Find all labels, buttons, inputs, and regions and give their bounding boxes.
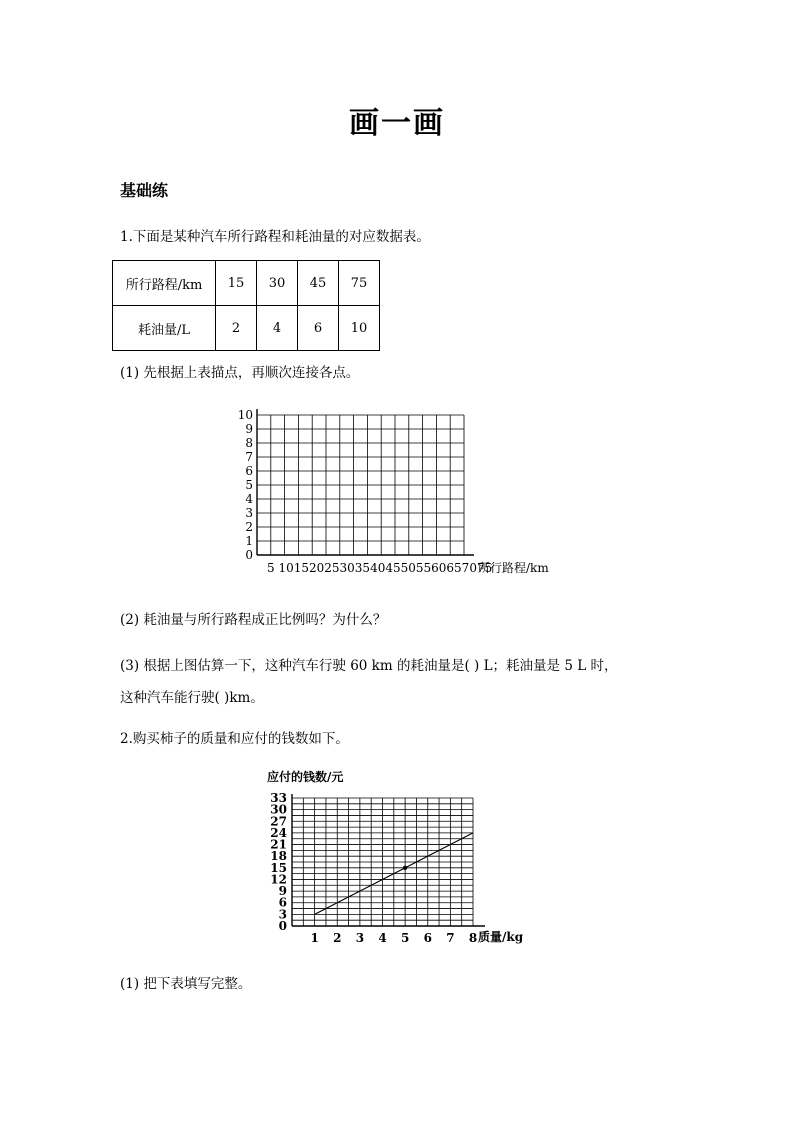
y-tick-label: 3 — [245, 506, 253, 520]
table-cell: 30 — [257, 261, 298, 306]
y-tick-label: 27 — [270, 814, 287, 829]
x-tick-label: 3 — [355, 931, 365, 945]
chart-x-ticks — [310, 931, 477, 945]
y-tick-label: 9 — [245, 422, 253, 436]
chart-grid — [292, 794, 485, 926]
chart-x-axis-label: 质量/kg — [478, 930, 524, 944]
table-cell: 75 — [339, 261, 380, 306]
table-row — [113, 261, 380, 306]
x-tick-label: 6 — [423, 931, 432, 945]
table-header-fuel: 耗油量/L — [113, 306, 216, 351]
y-tick-label: 1 — [245, 534, 253, 548]
question-1-sub-3-line-2: 这种汽车能行驶( )km。 — [120, 690, 264, 706]
chart-grid — [257, 409, 474, 555]
y-tick-label: 21 — [270, 837, 287, 852]
question-1-text: 1.下面是某种汽车所行路程和耗油量的对应数据表。 — [120, 229, 430, 245]
table-cell: 45 — [298, 261, 339, 306]
data-point — [403, 866, 407, 870]
y-tick-label: 4 — [245, 492, 253, 506]
y-tick-label: 0 — [245, 548, 253, 562]
page-title: 画一画 — [349, 106, 445, 141]
question-1-sub-2: (2) 耗油量与所行路程成正比例吗？为什么？ — [120, 612, 387, 628]
question-2-text: 2.购买柿子的质量和应付的钱数如下。 — [120, 731, 349, 747]
y-tick-label: 33 — [270, 791, 287, 805]
chart-x-axis-label: 所行路程/km — [478, 561, 549, 575]
y-tick-label: 18 — [270, 849, 287, 864]
y-tick-label: 7 — [245, 450, 253, 464]
x-tick-label: 5 — [400, 931, 410, 945]
y-tick-label: 3 — [278, 907, 287, 922]
table-cell: 2 — [216, 306, 257, 351]
x-tick-label: 8 — [468, 931, 478, 945]
section-heading: 基础练 — [120, 181, 169, 200]
table-cell: 15 — [216, 261, 257, 306]
y-tick-label: 30 — [270, 802, 287, 817]
y-tick-label: 24 — [270, 825, 287, 840]
y-tick-label: 2 — [245, 520, 253, 534]
x-tick-label: 4 — [378, 931, 387, 945]
y-tick-label: 12 — [270, 872, 287, 887]
y-tick-label: 15 — [270, 860, 287, 875]
table-row — [113, 306, 380, 351]
fuel-grid-chart — [220, 400, 580, 585]
x-tick-label: 7 — [446, 931, 455, 945]
question-2-sub-1: (1) 把下表填写完整。 — [120, 976, 252, 992]
table-header-distance: 所行路程/km — [113, 261, 216, 306]
y-tick-label: 5 — [245, 478, 253, 492]
x-tick-label: 2 — [333, 931, 342, 945]
chart-y-ticks — [238, 408, 254, 562]
price-chart — [255, 765, 545, 950]
chart-x-tick-labels: 5 1015202530354045505560657075 — [267, 561, 493, 575]
table-cell: 6 — [298, 306, 339, 351]
table-cell: 10 — [339, 306, 380, 351]
question-1-sub-3 — [120, 650, 690, 714]
y-tick-label: 0 — [278, 919, 287, 933]
x-tick-label: 1 — [310, 931, 319, 945]
y-tick-label: 6 — [278, 895, 287, 910]
y-tick-label: 10 — [237, 408, 253, 422]
question-1-sub-1: (1) 先根据上表描点，再顺次连接各点。 — [120, 365, 360, 381]
y-tick-label: 6 — [245, 464, 253, 478]
chart-y-axis-label: 应付的钱数/元 — [267, 770, 344, 784]
table-cell: 4 — [257, 306, 298, 351]
chart-y-ticks — [270, 791, 287, 933]
data-table — [112, 260, 380, 351]
y-tick-label: 9 — [278, 884, 287, 899]
y-tick-label: 8 — [245, 436, 253, 450]
question-1-sub-3-line-1: (3) 根据上图估算一下，这种汽车行驶 60 km 的耗油量是( ) L；耗油量是 5 L 时， — [120, 658, 618, 674]
